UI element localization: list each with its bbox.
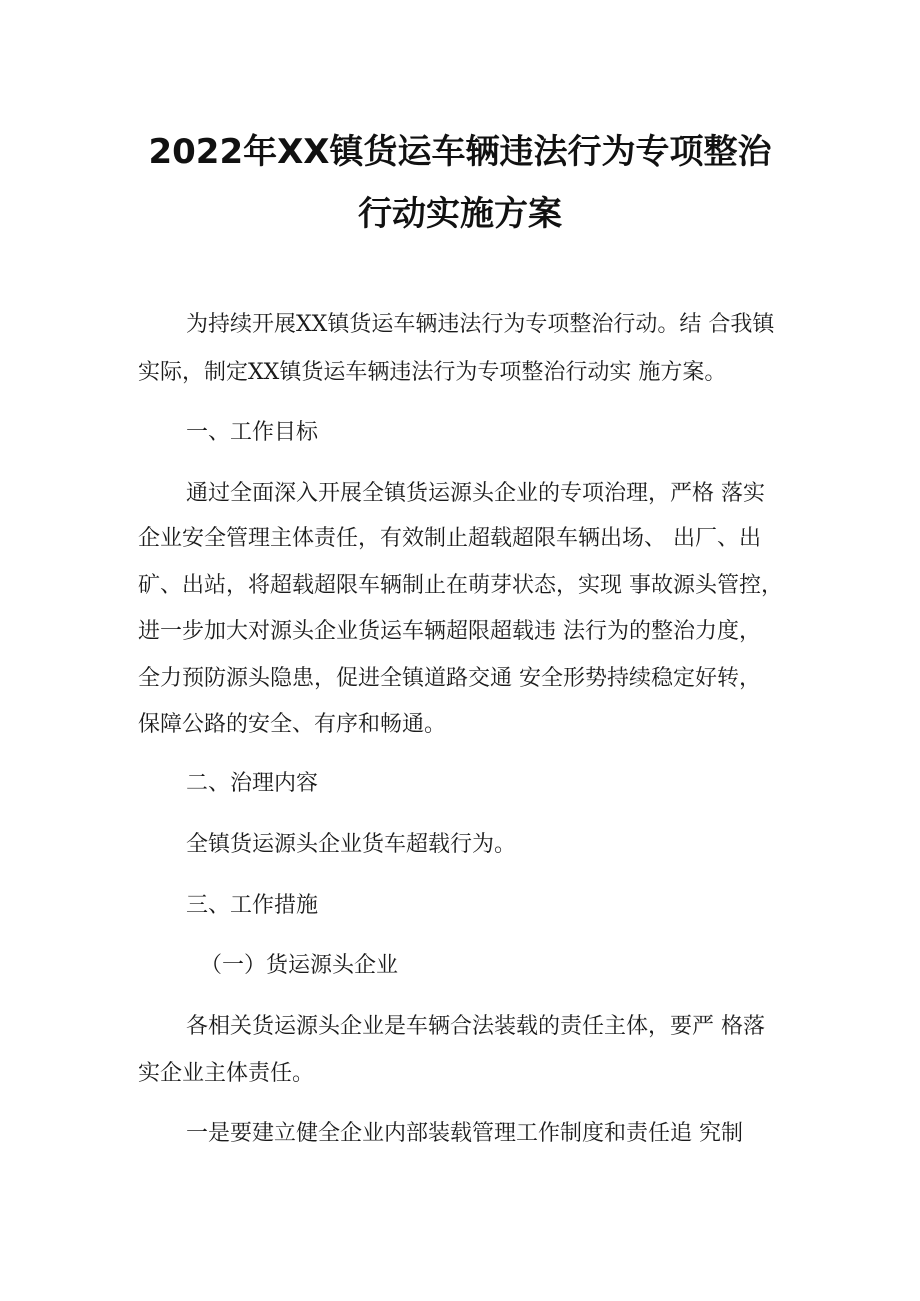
intro-line-2: 实际，制定XX镇货运车辆违法行为专项整治行动实 施方案。 <box>138 360 727 385</box>
section-1-line-1: 通过全面深入开展全镇货运源头企业的专项治理，严格 落实 <box>186 481 765 506</box>
section-1-line-6: 保障公路的安全、有序和畅通。 <box>138 712 447 737</box>
section-1-line-2: 企业安全管理主体责任，有效制止超载超限车辆出场、 出厂、出 <box>138 526 761 551</box>
document-title-line-2: 行动实施方案 <box>358 194 562 234</box>
subsection-1-line-1: 各相关货运源头企业是车辆合法装载的责任主体，要严 格落 <box>186 1014 765 1039</box>
section-1-line-5: 全力预防源头隐患，促进全镇道路交通 安全形势持续稳定好转， <box>138 666 761 691</box>
section-2-text: 全镇货运源头企业货车超载行为。 <box>186 832 517 857</box>
section-1-heading: 一、工作目标 <box>186 420 319 445</box>
section-2-heading: 二、治理内容 <box>186 771 319 796</box>
document-title-line-1: 2022年XX镇货运车辆违法行为专项整治 <box>148 132 772 172</box>
subsection-1-line-2: 实企业主体责任。 <box>138 1061 315 1086</box>
point-1-line-1: 一是要建立健全企业内部装载管理工作制度和责任追 究制 <box>186 1121 743 1146</box>
section-3-heading: 三、工作措施 <box>186 893 319 918</box>
section-1-line-4: 进一步加大对源头企业货运车辆超限超载违 法行为的整治力度， <box>138 619 761 644</box>
section-1-line-3: 矿、出站，将超载超限车辆制止在萌芽状态，实现 事故源头管控， <box>138 573 783 598</box>
intro-line-1: 为持续开展XX镇货运车辆违法行为专项整治行动。结 合我镇 <box>186 312 775 337</box>
subsection-1-heading: （一）货运源头企业 <box>200 953 399 978</box>
